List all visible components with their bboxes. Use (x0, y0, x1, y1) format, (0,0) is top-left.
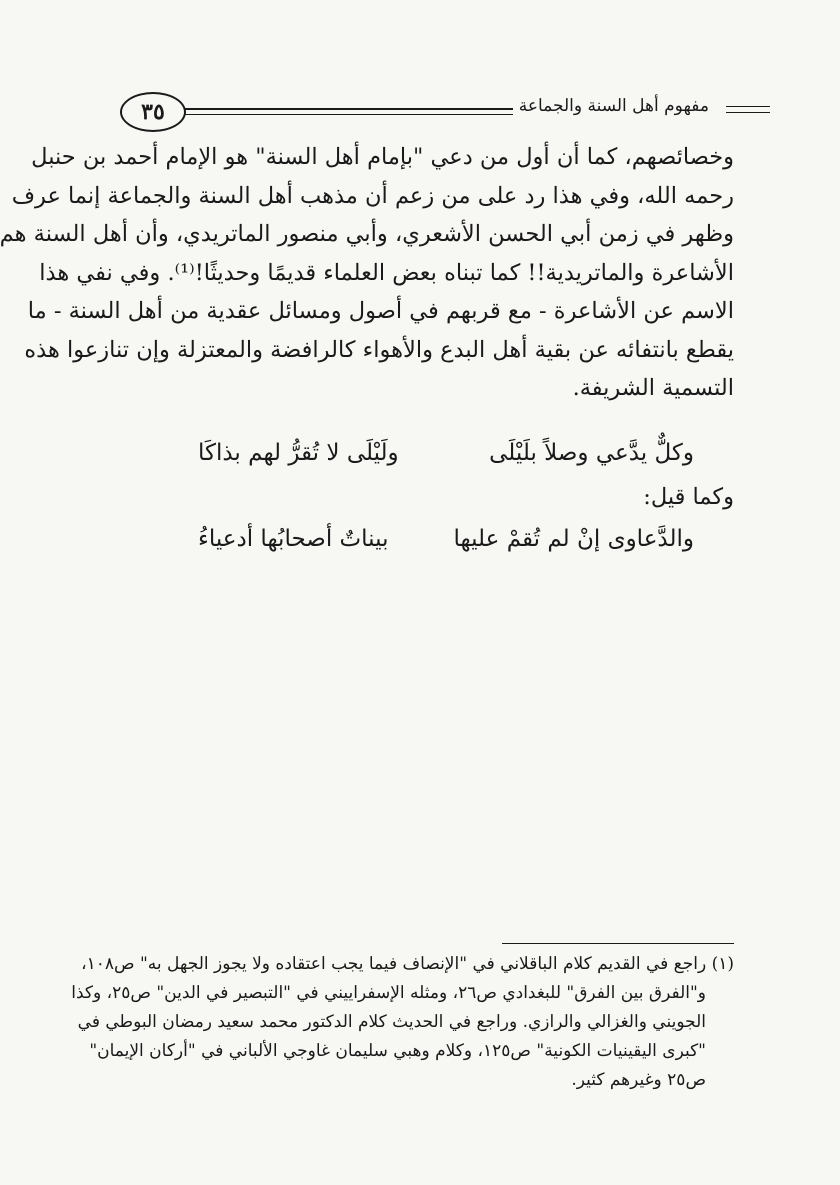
verse-second-hemistich: ولَيْلَى لا تُقرُّ لهم بذاكَا (198, 440, 399, 466)
footnote-separator (502, 943, 734, 944)
footnote-line: الجويني والغزالي والرازي. وراجع في الحديث كلام الدكتور محمد سعيد رمضان البوطي في (77, 1012, 706, 1032)
body-line: التسمية الشريفة. (572, 375, 734, 401)
body-line: وخصائصهم، كما أن أول من دعي "بإمام أهل السنة" هو الإمام أحمد بن حنبل (31, 144, 734, 170)
verse-second-hemistich: بيناتٌ أصحابُها أدعياءُ (198, 526, 389, 552)
footnote-line: و"الفرق بين الفرق" للبغدادي ص٢٦، ومثله الإسفراييني في "التبصير في الدين" ص٢٥، وكذا (71, 983, 706, 1003)
body-line: رحمه الله، وفي هذا رد على من زعم أن مذهب أهل السنة والجماعة إنما عرف (11, 182, 734, 209)
page-number: ٣٥ (141, 99, 165, 125)
body-paragraph (0, 138, 734, 408)
footnotes (71, 950, 734, 1095)
body-line: يقطع بانتفائه عن بقية أهل البدع والأهواء كالرافضة والمعتزلة وإن تنازعوا هذه (24, 336, 734, 363)
footnote-line: (١) راجع في القديم كلام الباقلاني في "الإنصاف فيما يجب اعتقاده ولا يجوز الجهل به" ص١٠٨، (81, 954, 734, 974)
verse-intro: وكما قيل: (643, 484, 734, 510)
header-dash-bottom (726, 112, 770, 113)
body-line: الأشاعرة والماتريدية!! كما تبناه بعض العلماء قديمًا وحديثًا!⁽¹⁾. وفي نفي هذا (39, 259, 734, 286)
verse-first-hemistich: وكلٌّ يدَّعي وصلاً بلَيْلَى (489, 440, 694, 466)
header-dash-top (726, 106, 770, 107)
verse-line-2 (128, 526, 734, 566)
verse-first-hemistich: والدَّعاوى إنْ لم تُقمْ عليها (453, 526, 694, 552)
verse-line-1 (128, 440, 734, 480)
body-line: الاسم عن الأشاعرة - مع قربهم في أصول ومسائل عقدية من أهل السنة - ما (27, 298, 734, 324)
footnote-line: ص٢٥ وغيرهم كثير. (571, 1070, 706, 1090)
page-header (120, 92, 770, 132)
footnote-line: "كبرى اليقينيات الكونية" ص١٢٥، وكلام وهبي سليمان غاوجي الألباني في "أركان الإيمان" (89, 1041, 706, 1061)
page-number-oval (120, 92, 186, 132)
body-line: وظهر في زمن أبي الحسن الأشعري، وأبي منصور الماتريدي، وأن أهل السنة هم (0, 221, 734, 247)
running-title: مفهوم أهل السنة والجماعة (513, 96, 715, 116)
